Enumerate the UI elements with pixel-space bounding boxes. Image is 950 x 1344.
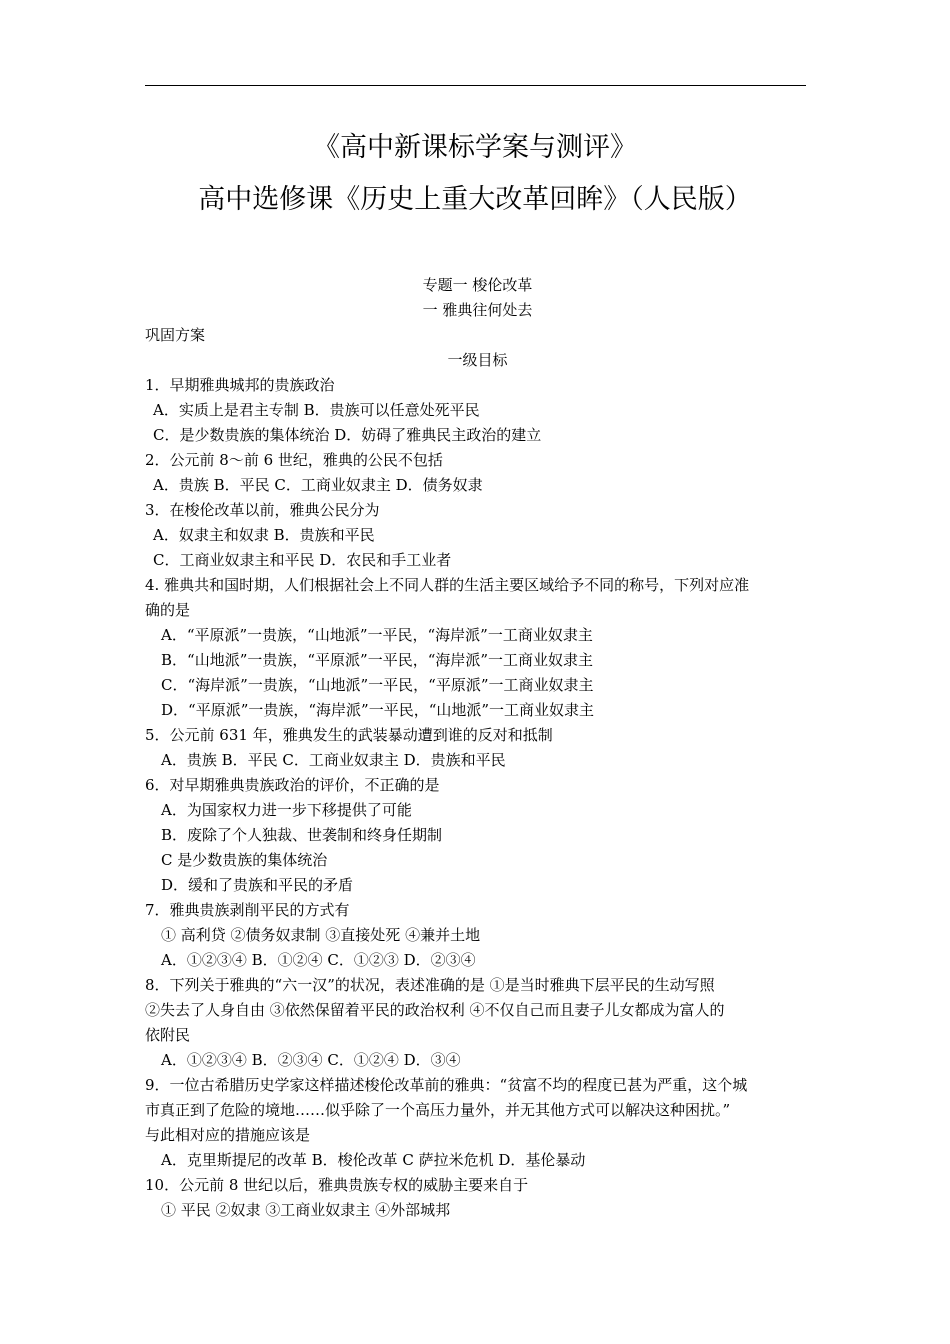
text-line: 4. 雅典共和国时期，人们根据社会上不同人群的生活主要区域给予不同的称号，下列对应准 <box>145 576 750 594</box>
text-line: 7．雅典贵族剥削平民的方式有 <box>145 901 350 919</box>
text-line: A．为国家权力进一步下移提供了可能 <box>161 801 412 819</box>
text-line: 依附民 <box>145 1026 191 1044</box>
text-line: C．是少数贵族的集体统治 D．妨碍了雅典民主政治的建立 <box>153 426 542 444</box>
text-line: D．缓和了贵族和平民的矛盾 <box>161 876 354 894</box>
text-line: 3．在梭伦改革以前，雅典公民分为 <box>145 501 380 519</box>
text-line: C 是少数贵族的集体统治 <box>161 851 328 869</box>
header-rule <box>145 85 806 86</box>
text-line: A．克里斯提尼的改革 B．梭伦改革 C 萨拉米危机 D．基伦暴动 <box>161 1151 586 1169</box>
text-line: ① 高利贷 ②债务奴隶制 ③直接处死 ④兼并土地 <box>161 926 481 944</box>
text-line: C．工商业奴隶主和平民 D．农民和手工业者 <box>153 551 452 569</box>
text-line: A．贵族 B．平民 C．工商业奴隶主 D．贵族和平民 <box>161 751 506 769</box>
text-line: 2．公元前 8～前 6 世纪，雅典的公民不包括 <box>145 451 443 469</box>
text-line: 确的是 <box>145 601 191 619</box>
text-line: A．奴隶主和奴隶 B．贵族和平民 <box>153 526 375 544</box>
text-line: A．实质上是君主专制 B．贵族可以任意处死平民 <box>153 401 480 419</box>
text-line: 市真正到了危险的境地……似乎除了一个高压力量外，并无其他方式可以解决这种困扰。” <box>145 1101 731 1119</box>
text-line: A．①②③④ B．①②④ C．①②③ D．②③④ <box>161 951 476 969</box>
text-line: 9．一位古希腊历史学家这样描述梭伦改革前的雅典：“贫富不均的程度已甚为严重，这个城 <box>145 1076 748 1094</box>
text-line: B．废除了个人独裁、世袭制和终身任期制 <box>161 826 443 844</box>
text-line: A．“平原派”一贵族，“山地派”一平民，“海岸派”一工商业奴隶主 <box>161 626 593 644</box>
text-line: 6．对早期雅典贵族政治的评价，不正确的是 <box>145 776 440 794</box>
text-line: B．“山地派”一贵族，“平原派”一平民，“海岸派”一工商业奴隶主 <box>161 651 594 669</box>
document-title: 《高中新课标学案与测评》 <box>313 132 637 163</box>
topic-heading: 专题一 梭伦改革 <box>422 276 533 294</box>
question-list <box>145 373 810 1223</box>
document-subtitle: 高中选修课《历史上重大改革回眸》（人民版） <box>198 184 752 215</box>
text-line: A．贵族 B．平民 C．工商业奴隶主 D．债务奴隶 <box>153 476 483 494</box>
text-line: 8．下列关于雅典的“六一汉”的状况，表述准确的是 ①是当时雅典下层平民的生动写照 <box>145 976 715 994</box>
text-line: 10．公元前 8 世纪以后，雅典贵族专权的威胁主要来自于 <box>145 1176 529 1194</box>
lesson-heading: 一 雅典往何处去 <box>422 301 533 319</box>
text-line: ②失去了人身自由 ③依然保留着平民的政治权利 ④不仅自己而且妻子儿女都成为富人的 <box>145 1001 725 1019</box>
level-heading: 一级目标 <box>447 351 508 369</box>
text-line: 与此相对应的措施应该是 <box>145 1126 311 1144</box>
plan-heading: 巩固方案 <box>145 326 206 344</box>
text-line: ① 平民 ②奴隶 ③工商业奴隶主 ④外部城邦 <box>161 1201 451 1219</box>
text-line: D．“平原派”一贵族，“海岸派”一平民，“山地派”一工商业奴隶主 <box>161 701 595 719</box>
text-line: A．①②③④ B．②③④ C．①②④ D．③④ <box>161 1051 461 1069</box>
text-line: 5．公元前 631 年，雅典发生的武装暴动遭到谁的反对和抵制 <box>145 726 553 744</box>
document-body <box>145 273 810 1223</box>
text-line: 1．早期雅典城邦的贵族政治 <box>145 376 335 394</box>
text-line: C．“海岸派”一贵族，“山地派”一平民，“平原派”一工商业奴隶主 <box>161 676 594 694</box>
